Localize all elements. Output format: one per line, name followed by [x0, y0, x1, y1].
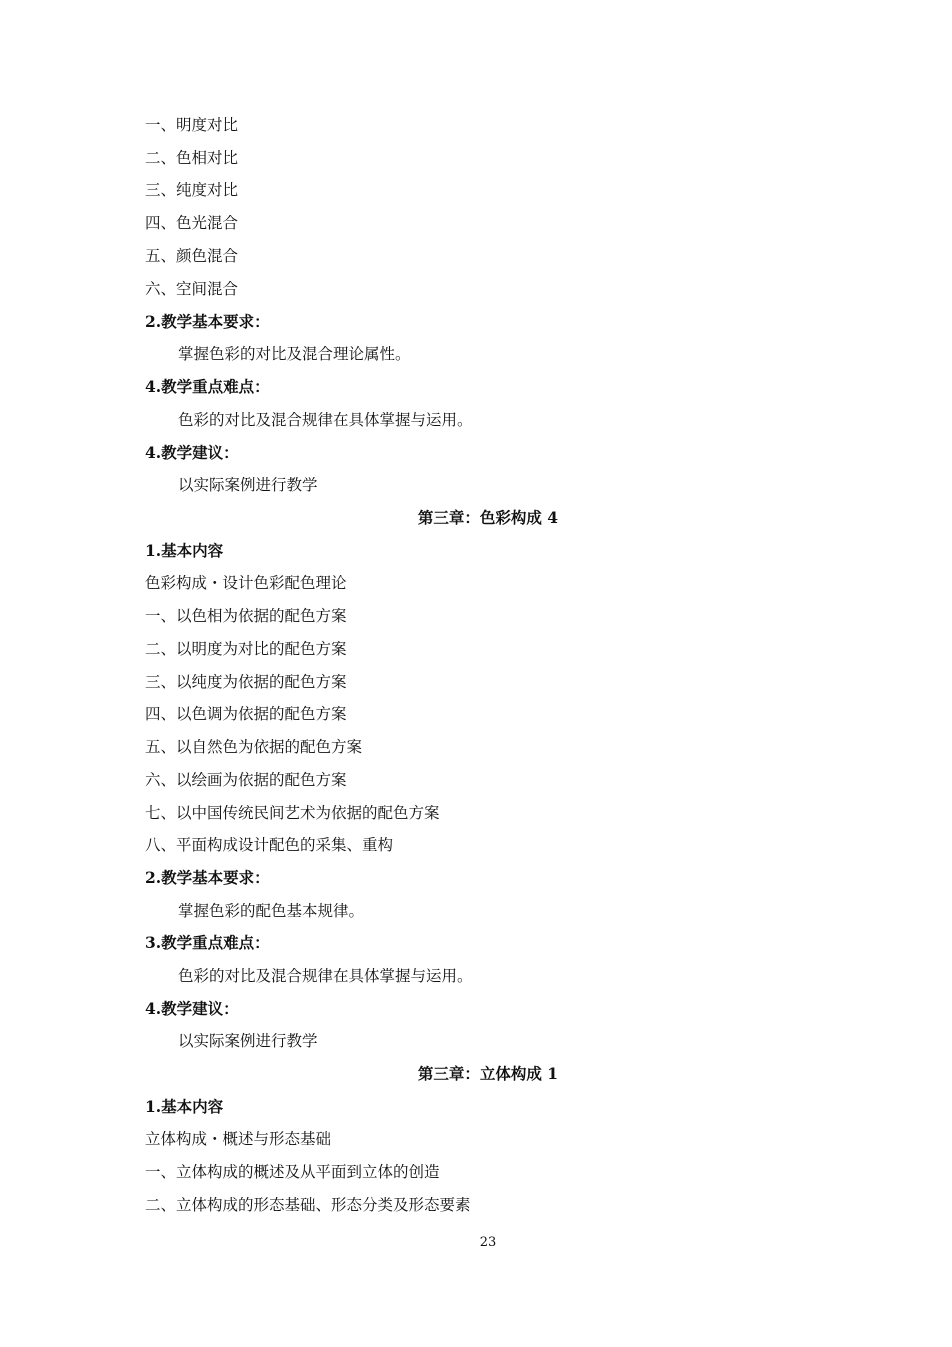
section-heading: 3.教学重点难点： [145, 933, 270, 952]
list-item: 六、空间混合 [145, 280, 239, 298]
page-number: 23 [479, 1235, 497, 1250]
list-item: 二、立体构成的形态基础、形态分类及形态要素 [145, 1196, 471, 1214]
chapter-title: 第三章：立体构成 1 [417, 1064, 559, 1083]
body-paragraph: 掌握色彩的对比及混合理论属性。 [178, 345, 411, 363]
list-item: 四、色光混合 [145, 214, 239, 232]
list-item: 二、以明度为对比的配色方案 [145, 640, 347, 658]
section-heading: 4.教学建议： [145, 443, 239, 462]
body-paragraph: 色彩的对比及混合规律在具体掌握与运用。 [178, 967, 473, 985]
section-heading: 2.教学基本要求： [145, 868, 270, 887]
list-item: 五、颜色混合 [145, 247, 239, 265]
list-item: 一、明度对比 [145, 116, 239, 134]
list-item: 六、以绘画为依据的配色方案 [145, 771, 347, 789]
list-item: 七、以中国传统民间艺术为依据的配色方案 [145, 804, 440, 822]
chapter-title: 第三章：色彩构成 4 [417, 508, 559, 527]
list-item: 五、以自然色为依据的配色方案 [145, 738, 363, 756]
list-item: 四、以色调为依据的配色方案 [145, 705, 347, 723]
list-item: 色彩构成・设计色彩配色理论 [145, 574, 347, 592]
section-heading: 1.基本内容 [145, 541, 224, 560]
section-heading: 4.教学建议： [145, 999, 239, 1018]
section-heading: 4.教学重点难点： [145, 377, 270, 396]
list-item: 一、以色相为依据的配色方案 [145, 607, 347, 625]
body-paragraph: 以实际案例进行教学 [178, 476, 318, 494]
body-paragraph: 掌握色彩的配色基本规律。 [178, 902, 365, 920]
body-paragraph: 色彩的对比及混合规律在具体掌握与运用。 [178, 411, 473, 429]
list-item: 三、以纯度为依据的配色方案 [145, 673, 347, 691]
section-heading: 1.基本内容 [145, 1097, 224, 1116]
list-item: 三、纯度对比 [145, 181, 239, 199]
list-item: 二、色相对比 [145, 149, 239, 167]
list-item: 一、立体构成的概述及从平面到立体的创造 [145, 1163, 440, 1181]
section-heading: 2.教学基本要求： [145, 312, 270, 331]
list-item: 八、平面构成设计配色的采集、重构 [145, 836, 394, 854]
list-item: 立体构成・概述与形态基础 [145, 1130, 332, 1148]
body-paragraph: 以实际案例进行教学 [178, 1032, 318, 1050]
